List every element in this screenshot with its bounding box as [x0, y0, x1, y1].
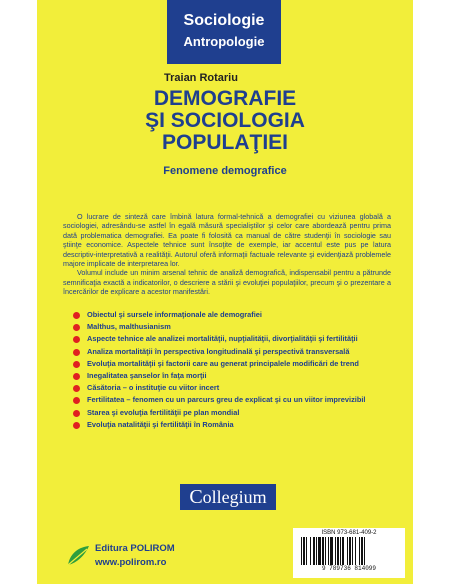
- topic-item: Aspecte tehnice ale analizei mortalităţii, nupţialităţii, divorţialităţii şi fertilităţii: [73, 333, 403, 345]
- red-dot-icon: [73, 324, 80, 331]
- red-dot-icon: [73, 410, 80, 417]
- description: [63, 212, 391, 297]
- topic-item: Analiza mortalităţii în perspectiva longitudinală şi perspectivă transversală: [73, 346, 403, 358]
- topic-item: Căsătoria – o instituţie cu viitor incert: [73, 382, 403, 394]
- red-dot-icon: [73, 397, 80, 404]
- topic-list: [73, 309, 403, 431]
- topic-item: Fertilitatea – fenomen cu un parcurs greu de explicat şi cu un viitor imprevizibil: [73, 394, 403, 406]
- topic-item: Malthus, malthusianism: [73, 321, 403, 333]
- book-subtitle: Fenomene demografice: [163, 165, 287, 177]
- topic-item: Starea şi evoluţia fertilităţii pe plan mondial: [73, 407, 403, 419]
- topic-item: Obiectul şi sursele informaţionale ale demografiei: [73, 309, 403, 321]
- red-dot-icon: [73, 349, 80, 356]
- back-cover: [37, 0, 413, 584]
- collection-logo-rest: ollegium: [202, 487, 267, 507]
- red-dot-icon: [73, 385, 80, 392]
- author-name: Traian Rotariu: [164, 72, 238, 84]
- topic-item: Evoluţia natalităţii şi fertilităţii în România: [73, 419, 403, 431]
- isbn-label: ISBN 973-681-409-2: [321, 530, 377, 536]
- description-paragraph-1: O lucrare de sinteză care îmbină latura formal-tehnică a demografiei cu viziunea globală a sociologiei, adresându-se astfel în egală măsură specialiştilor şi celor care abordează pentru prima dată problematica demografiei. Ea poate fi folosită ca manual de către studenţii în sociologie sau ştiinţe economice. Aspectele tehnice sunt însoţite de exemple, iar accentul este pus pe latura descriptiv-interpretativă a realităţii. Autorul oferă informaţii factuale relevante şi evidenţiază problemele majore implicate de interpretarea lor.: [63, 212, 391, 269]
- publisher-name: Editura POLIROM: [95, 543, 175, 554]
- topic-item: Inegalitatea şanselor în faţa morţii: [73, 370, 403, 382]
- publisher-block: [65, 541, 195, 573]
- red-dot-icon: [73, 312, 80, 319]
- series-label: [167, 0, 281, 64]
- red-dot-icon: [73, 361, 80, 368]
- title-line-1: DEMOGRAFIE: [153, 87, 297, 110]
- barcode-icon: [299, 537, 399, 565]
- title-line-3: POPULAŢIEI: [161, 131, 288, 154]
- description-paragraph-2: Volumul include un minim arsenal tehnic de analiză demografică, indispensabil pentru a pătrunde semnificaţia exactă a indicatorilor, o descriere a stării şi evoluţiei populaţiilor, precum şi o prezentare a încercărilor de explicare a acestor manifestări.: [63, 268, 391, 297]
- publisher-url: www.polirom.ro: [95, 557, 167, 568]
- title-line-2: ŞI SOCIOLOGIA: [145, 109, 305, 132]
- barcode-block: [293, 528, 405, 578]
- book-title: [37, 88, 413, 154]
- topic-item: Evoluţia mortalităţii şi factorii care au generat principalele modificări de trend: [73, 358, 403, 370]
- red-dot-icon: [73, 336, 80, 343]
- red-dot-icon: [73, 373, 80, 380]
- collection-logo: [180, 484, 276, 510]
- barcode-number: 9 789736 814099: [321, 565, 376, 572]
- collection-logo-initial: C: [189, 486, 203, 508]
- series-antropologie: Antropologie: [183, 34, 265, 49]
- series-sociologie: Sociologie: [183, 12, 265, 29]
- red-dot-icon: [73, 422, 80, 429]
- polirom-leaf-logo: [65, 543, 91, 569]
